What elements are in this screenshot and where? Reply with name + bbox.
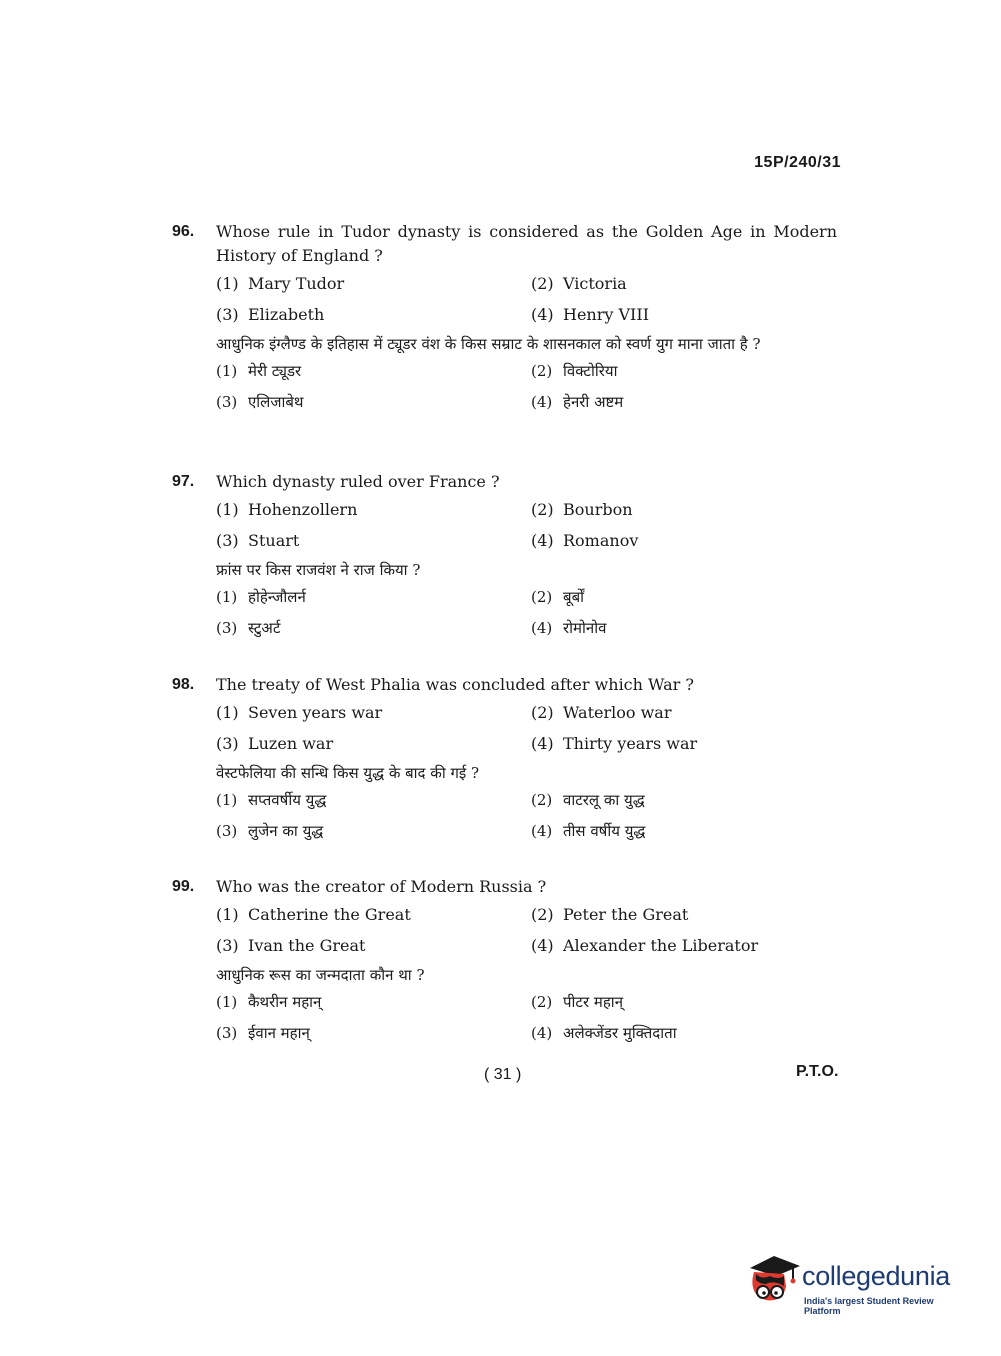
option-text: Romanov — [563, 531, 639, 550]
option-4 — [531, 930, 837, 961]
collegedunia-logo — [744, 1250, 969, 1316]
option-label: (3) — [216, 734, 239, 753]
option-label: (2) — [531, 993, 553, 1011]
option-label: (1) — [216, 993, 238, 1011]
option-label: (1) — [216, 791, 238, 809]
option-3 — [216, 728, 531, 759]
question-number: 96. — [172, 223, 195, 240]
option-2 — [531, 987, 837, 1018]
options-english — [216, 899, 837, 961]
question-text-hindi: वेस्टफेलिया की सन्धि किस युद्ध के बाद की गई ? — [216, 764, 480, 782]
question-text-hindi: आधुनिक रूस का जन्मदाता कौन था ? — [216, 966, 425, 984]
option-3 — [216, 1018, 531, 1049]
option-text: Ivan the Great — [248, 936, 366, 955]
option-3 — [216, 930, 531, 961]
option-label: (3) — [216, 305, 239, 324]
option-1 — [216, 697, 531, 728]
option-text: Victoria — [563, 274, 627, 293]
option-2 — [531, 899, 837, 930]
option-text: कैथरीन महान् — [248, 993, 322, 1011]
option-text: Bourbon — [563, 500, 633, 519]
option-text: एलिजाबेथ — [248, 393, 304, 411]
option-text: अलेक्जेंडर मुक्तिदाता — [563, 1024, 677, 1042]
option-text: हेनरी अष्टम — [563, 393, 624, 411]
option-label: (3) — [216, 1024, 238, 1042]
option-text: होहेन्जौलर्न — [248, 588, 306, 606]
option-text: पीटर महान् — [563, 993, 624, 1011]
question-97 — [172, 470, 837, 644]
option-4 — [531, 1018, 837, 1049]
option-text: Peter the Great — [563, 905, 689, 924]
option-2 — [531, 582, 837, 613]
option-text: Alexander the Liberator — [563, 936, 759, 955]
question-99 — [172, 875, 837, 1049]
option-label: (4) — [531, 619, 553, 637]
option-label: (3) — [216, 393, 238, 411]
option-1 — [216, 785, 531, 816]
options-english — [216, 268, 837, 330]
question-text-english: Whose rule in Tudor dynasty is considered as the Golden Age in Modern History of England ? — [216, 222, 837, 265]
option-label: (4) — [531, 822, 553, 840]
option-1 — [216, 899, 531, 930]
question-98 — [172, 673, 837, 847]
question-text-english: Who was the creator of Modern Russia ? — [216, 877, 547, 896]
option-1 — [216, 582, 531, 613]
option-text: Seven years war — [248, 703, 383, 722]
option-text: रोमोनोव — [563, 619, 607, 637]
question-number: 98. — [172, 676, 195, 693]
page-number: ( 31 ) — [484, 1066, 522, 1083]
option-text: Stuart — [248, 531, 300, 550]
option-label: (3) — [216, 531, 239, 550]
option-3 — [216, 387, 531, 418]
option-label: (1) — [216, 274, 239, 293]
graduate-mascot-icon — [744, 1250, 802, 1310]
option-text: बूर्बों — [563, 588, 585, 606]
question-number: 97. — [172, 473, 195, 490]
option-1 — [216, 268, 531, 299]
option-2 — [531, 494, 837, 525]
option-label: (4) — [531, 734, 554, 753]
option-3 — [216, 299, 531, 330]
option-1 — [216, 494, 531, 525]
option-text: Luzen war — [248, 734, 334, 753]
option-text: Catherine the Great — [248, 905, 411, 924]
option-label: (3) — [216, 619, 238, 637]
question-96 — [172, 220, 837, 418]
option-text: ईवान महान् — [248, 1024, 310, 1042]
option-label: (2) — [531, 905, 554, 924]
paper-code: 15P/240/31 — [754, 154, 841, 171]
option-label: (1) — [216, 905, 239, 924]
logo-tagline: India's largest Student Review Platform — [804, 1296, 934, 1316]
options-hindi — [216, 356, 837, 418]
option-text: वाटरलू का युद्ध — [563, 791, 645, 809]
option-4 — [531, 525, 837, 556]
option-2 — [531, 356, 837, 387]
option-4 — [531, 387, 837, 418]
options-english — [216, 494, 837, 556]
option-text: मेरी ट्यूडर — [248, 362, 302, 380]
option-label: (4) — [531, 393, 553, 411]
option-text: Hohenzollern — [248, 500, 358, 519]
option-text: तीस वर्षीय युद्ध — [563, 822, 646, 840]
option-label: (2) — [531, 588, 553, 606]
option-text: Henry VIII — [563, 305, 650, 324]
options-english — [216, 697, 837, 759]
options-hindi — [216, 987, 837, 1049]
option-text: विक्टोरिया — [563, 362, 618, 380]
option-1 — [216, 987, 531, 1018]
option-text: सप्तवर्षीय युद्ध — [248, 791, 327, 809]
option-text: Elizabeth — [248, 305, 325, 324]
option-4 — [531, 816, 837, 847]
option-4 — [531, 613, 837, 644]
option-label: (4) — [531, 1024, 553, 1042]
option-label: (1) — [216, 500, 239, 519]
logo-name: collegedunia — [802, 1261, 951, 1291]
option-1 — [216, 356, 531, 387]
question-text-english: Which dynasty ruled over France ? — [216, 472, 500, 491]
option-label: (2) — [531, 362, 553, 380]
question-text-hindi: फ्रांस पर किस राजवंश ने राज किया ? — [216, 561, 421, 579]
option-label: (2) — [531, 500, 554, 519]
option-label: (4) — [531, 531, 554, 550]
option-text: Thirty years war — [563, 734, 698, 753]
option-3 — [216, 816, 531, 847]
option-label: (2) — [531, 703, 554, 722]
option-label: (1) — [216, 362, 238, 380]
option-2 — [531, 268, 837, 299]
question-text-english: The treaty of West Phalia was concluded after which War ? — [216, 675, 694, 694]
option-label: (4) — [531, 936, 554, 955]
option-label: (3) — [216, 936, 239, 955]
option-label: (2) — [531, 791, 553, 809]
option-label: (3) — [216, 822, 238, 840]
option-2 — [531, 785, 837, 816]
option-3 — [216, 613, 531, 644]
option-text: Mary Tudor — [248, 274, 345, 293]
option-text: लुजेन का युद्ध — [248, 822, 324, 840]
option-3 — [216, 525, 531, 556]
question-text-hindi: आधुनिक इंग्लैण्ड के इतिहास में ट्यूडर वंश के किस सम्राट के शासनकाल को स्वर्ण युग माना जाता है ? — [216, 335, 761, 353]
option-4 — [531, 728, 837, 759]
option-label: (4) — [531, 305, 554, 324]
options-hindi — [216, 785, 837, 847]
question-number: 99. — [172, 878, 195, 895]
pto-label: P.T.O. — [796, 1063, 839, 1080]
option-label: (1) — [216, 703, 239, 722]
options-hindi — [216, 582, 837, 644]
option-text: Waterloo war — [563, 703, 672, 722]
option-label: (1) — [216, 588, 238, 606]
option-text: स्टुअर्ट — [248, 619, 281, 637]
option-label: (2) — [531, 274, 554, 293]
option-2 — [531, 697, 837, 728]
option-4 — [531, 299, 837, 330]
